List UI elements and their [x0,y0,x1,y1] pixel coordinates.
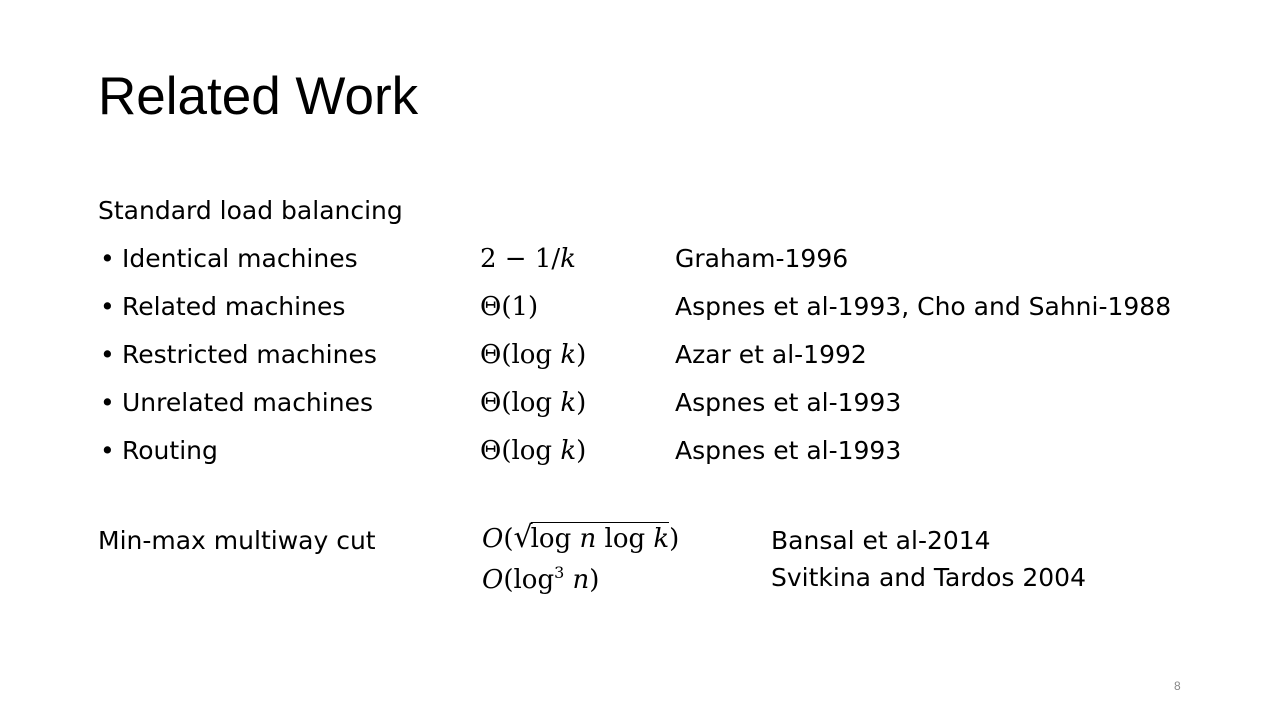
list-item-label: Restricted machines [122,340,377,369]
list-item-label: Routing [122,436,218,465]
multiway-reference: Bansal et al-2014 [771,526,991,555]
list-item [0,244,1280,284]
multiway-reference: Svitkina and Tardos 2004 [771,563,1086,592]
list-item-reference: Graham-1996 [675,244,849,273]
list-item-label: Identical machines [122,244,358,273]
bound-formula: 2 − 1/k [480,244,576,274]
bound-formula: Θ(log k) [480,388,587,418]
section-heading-standard [0,196,1280,236]
bound-formula: $O(\log^3$ n) [482,563,600,595]
section-heading-label: Standard load balancing [98,196,403,225]
list-item-label: Unrelated machines [122,388,373,417]
bound-formula: Θ(log k) [480,436,587,466]
list-item-reference: Aspnes et al-1993 [675,436,902,465]
list-item-reference: Aspnes et al-1993 [675,388,902,417]
list-item-reference: Aspnes et al-1993, Cho and Sahni-1988 [675,292,1172,321]
bullet-icon: • [100,388,115,417]
bullet-icon: • [100,292,115,321]
slide-title: Related Work [98,67,419,126]
bullet-icon: • [100,340,115,369]
section-heading-multiway: Min-max multiway cut [98,526,376,555]
bound-formula: Θ(log k) [480,340,587,370]
page-number: 8 [1174,679,1181,693]
bullet-icon: • [100,244,115,273]
list-item-label: Related machines [122,292,346,321]
bound-formula: O(√log n log k) [482,520,680,555]
list-item-reference: Azar et al-1992 [675,340,867,369]
list-item [0,388,1280,428]
multiway-row-2 [0,563,1280,603]
bound-formula: Θ(1) [480,292,539,322]
list-item [0,436,1280,476]
list-item [0,292,1280,332]
multiway-row-1 [0,520,1280,566]
bullet-icon: • [100,436,115,465]
list-item [0,340,1280,380]
